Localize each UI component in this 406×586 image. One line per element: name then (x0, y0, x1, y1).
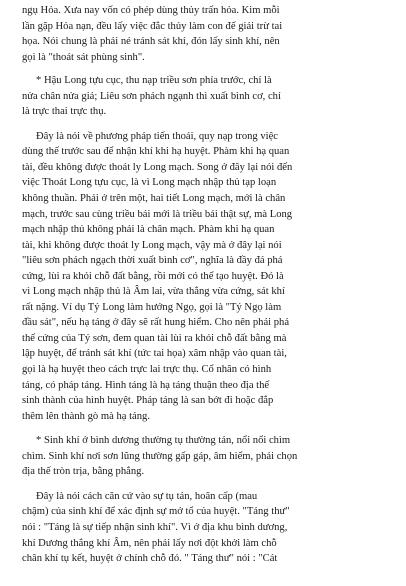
text-line: cứng, lùi ra khỏi chỗ đất bằng, rồi mới có thể tạo huyệt. Đó là (22, 270, 284, 282)
text-line: địa thế tròn trịa, bằng phẳng. (22, 466, 145, 478)
text-line: mạch nhập thủ không phải là chân mạch. Phàm khi hạ quan (22, 224, 275, 236)
text-line: * Hậu Long tựu cục, thu nạp triều sơn phía trước, chỉ là (36, 75, 272, 87)
text-line: lần gặp Hỏa nạn, đều lấy việc đắc thủy làm con đế giải trừ tai (22, 20, 283, 32)
text-line: khí Dương thắng khí Âm, nên phải lấy nơi đột khởi làm chỗ (22, 537, 277, 549)
text-line: táng, có pháp táng. Hình táng là hạ táng thuận theo địa thế (22, 379, 270, 391)
text-line: nói : "Táng là sự tiếp nhận sinh khí". Vì ở địa khu bình dương, (22, 521, 288, 533)
text-line: ngụ Hỏa. Xưa nay vốn có phép dùng thủy trấn hỏa. Kim mỗi (22, 5, 280, 16)
text-line: thêm lên thành gò mà hạ táng. (22, 410, 150, 422)
text-line: việc Thoát Long tựu cục, là vì Long mạch nhập thủ tạp loạn (22, 177, 277, 189)
spacer (22, 424, 388, 433)
spacer (22, 65, 388, 73)
text-line: rất nặng. Ví dụ Tý Long làm hướng Ngọ, gọi là "Tý Ngọ làm (22, 301, 282, 313)
text-line: gọi là hạ huyệt theo cách trực lai trực thụ. Cổ nhân có hình (22, 364, 272, 376)
paragraph-2 (22, 129, 388, 424)
paragraph-1 (22, 3, 388, 65)
spacer (22, 120, 388, 129)
book-page (22, 3, 388, 567)
text-line: tài, khi không được thoát ly Long mạch, vậy mà ở đây lại nói (22, 239, 282, 251)
text-line: không thuần. Phải ở trên một, hai tiết Long mạch, mới là chân (22, 193, 286, 205)
text-line: lập huyệt, để tránh sát khí (tức tai họa) xâm nhập vào quan tài, (22, 348, 287, 360)
text-line: mạch, trước sau cùng triều bái mới là triều bái thật sự, mà Long (22, 208, 293, 220)
paragraph-3 (22, 489, 388, 567)
text-line: vì Long mạch nhập thủ là Âm lai, vừa thẳng vừa cứng, sát khí (22, 286, 285, 298)
text-line: gọi là "thoát sát phùng sinh". (22, 51, 145, 63)
text-line: sinh thành của hình huyệt. Pháp táng là san bớt đi hoặc đắp (22, 395, 274, 407)
text-line: chậm) của sinh khí để xác định sự mở tổ của huyệt. "Táng thư" (22, 506, 290, 518)
text-line: Đây là nói cách căn cứ vào sự tụ tán, hoãn cấp (mau (36, 490, 258, 502)
note-2 (22, 433, 388, 480)
text-line: chìm. Sinh khí nơi sơn lũng thường gấp gáp, âm hiểm, phải chọn (22, 450, 298, 462)
spacer (22, 480, 388, 489)
text-line: nửa chân nửa giả; Liêu sơn phách ngạnh thì xuất bình cơ, chỉ (22, 90, 281, 102)
text-line: Đây là nói về phương pháp tiến thoái, quy nạp trong việc (36, 130, 278, 142)
text-line: * Sinh khí ở bình dương thường tụ thường tán, nổi nổi chìm (36, 435, 291, 447)
text-line: dùng thế trước sau để nhận khí khi hạ huyệt. Phàm khi hạ quan (22, 146, 290, 158)
text-line: là trực thai trực thụ. (22, 106, 107, 118)
text-line: tài, đều không được thoát ly Long mạch. Song ở đây lại nói đến (22, 161, 293, 173)
text-line: đầu sát", nếu hạ táng ở đây sẽ rất hung hiểm. Cho nên phải phá (22, 317, 290, 329)
text-line: "liêu sơn phách ngạch thời xuất bình cơ", nghĩa là đầy đá phá (22, 255, 283, 267)
text-line: họa. Nói chung là phải né tránh sát khí, đón lấy sinh khí, nên (22, 36, 280, 48)
text-line: thế cứng của Tý sơn, đem quan tài lùi ra khỏi chỗ đất bằng mà (22, 332, 287, 344)
note-1 (22, 73, 388, 120)
text-line: chân khí tụ kết, huyệt ở chính chỗ đó. " Táng thư" nói : "Cát (22, 553, 278, 565)
